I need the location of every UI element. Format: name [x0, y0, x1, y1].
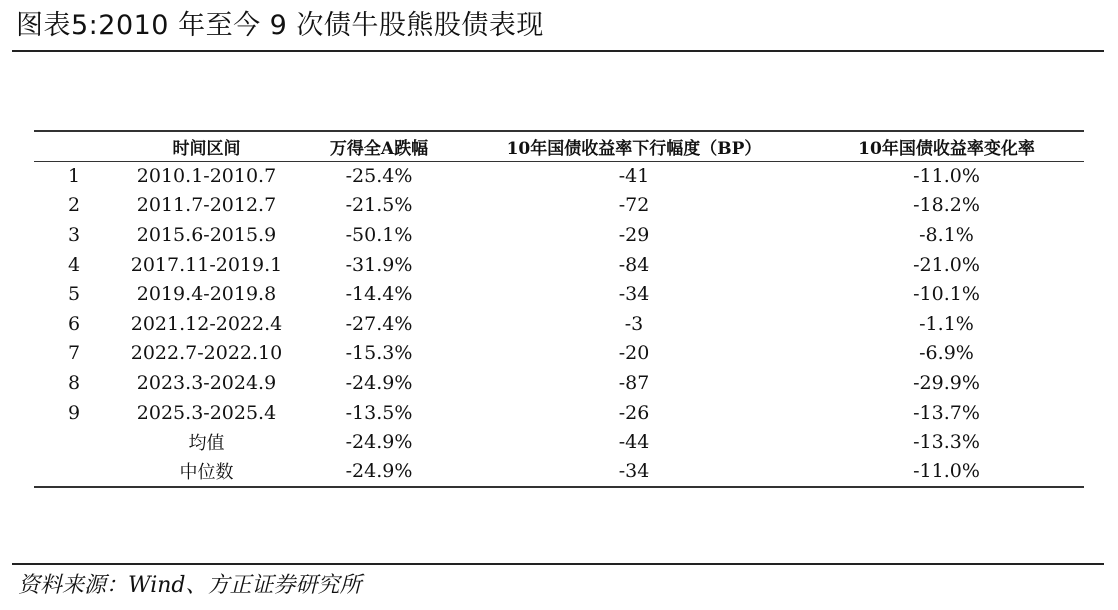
title-divider: [12, 50, 1104, 52]
row-period: 2021.12-2022.4: [130, 312, 283, 335]
row-yield-bp-decline: -3: [624, 312, 644, 335]
row-yield-change-rate: -10.1%: [913, 283, 980, 306]
table-row: [34, 161, 1084, 191]
table-row: [34, 191, 1084, 221]
row-index: 6: [68, 312, 81, 335]
mean-yield-bp-decline: -44: [618, 431, 650, 454]
bond-stock-performance-table: [34, 130, 1084, 488]
row-wind-a-change: -24.9%: [345, 371, 413, 394]
row-yield-bp-decline: -34: [618, 283, 650, 306]
mean-index-cell: [34, 427, 114, 457]
header-wind-a-change: 万得全A跌幅: [299, 131, 459, 161]
row-period: 2025.3-2025.4: [136, 401, 277, 424]
table-row-median: [34, 457, 1084, 487]
row-index: 7: [68, 342, 81, 365]
row-period: 2022.7-2022.10: [130, 342, 283, 365]
row-index: 8: [68, 371, 81, 394]
row-index: 2: [68, 194, 81, 217]
row-wind-a-change: -13.5%: [345, 401, 413, 424]
row-yield-change-rate: -11.0%: [913, 165, 980, 188]
header-yield-bp-decline: 10年国债收益率下行幅度（BP）: [459, 131, 809, 161]
header-period: 时间区间: [114, 131, 299, 161]
row-yield-bp-decline: -84: [618, 253, 650, 276]
row-yield-change-rate: -21.0%: [913, 253, 980, 276]
mean-wind-a-change: -24.9%: [345, 431, 413, 454]
median-index-cell: [34, 457, 114, 487]
row-period: 2010.1-2010.7: [136, 165, 277, 188]
row-wind-a-change: -50.1%: [345, 223, 413, 246]
table-row: [34, 279, 1084, 309]
mean-yield-change-rate: -13.3%: [913, 431, 980, 454]
row-yield-bp-decline: -87: [618, 371, 650, 394]
header-yield-change-rate: 10年国债收益率变化率: [809, 131, 1084, 161]
median-label: 中位数: [114, 457, 299, 487]
table-header-row: [34, 131, 1084, 161]
table-row-mean: [34, 427, 1084, 457]
table-body: [34, 161, 1084, 487]
row-wind-a-change: -27.4%: [345, 312, 413, 335]
row-period: 2023.3-2024.9: [136, 371, 277, 394]
row-index: 4: [68, 253, 81, 276]
row-wind-a-change: -14.4%: [345, 283, 413, 306]
row-period: 2017.11-2019.1: [130, 253, 283, 276]
table-row: [34, 339, 1084, 369]
table-row: [34, 309, 1084, 339]
row-yield-change-rate: -8.1%: [919, 223, 974, 246]
bond-stock-performance-table-container: [34, 130, 1084, 488]
median-yield-change-rate: -11.0%: [809, 457, 1084, 487]
row-yield-change-rate: -18.2%: [913, 194, 980, 217]
row-wind-a-change: -15.3%: [345, 342, 413, 365]
row-index: 3: [68, 223, 81, 246]
row-yield-change-rate: -13.7%: [913, 401, 980, 424]
row-index: 9: [68, 401, 81, 424]
row-index: 5: [68, 283, 81, 306]
footer-divider: [12, 563, 1104, 565]
row-yield-change-rate: -29.9%: [913, 371, 980, 394]
table-row: [34, 398, 1084, 428]
source-note: 资料来源：Wind、方正证券研究所: [18, 573, 362, 598]
header-index: [34, 131, 114, 161]
figure-title: 图表5:2010 年至今 9 次债牛股熊股债表现: [16, 10, 544, 41]
table-row: [34, 220, 1084, 250]
table-row: [34, 368, 1084, 398]
row-wind-a-change: -21.5%: [345, 194, 413, 217]
table-row: [34, 250, 1084, 280]
row-wind-a-change: -25.4%: [345, 165, 413, 188]
row-yield-bp-decline: -29: [618, 223, 650, 246]
row-period: 2019.4-2019.8: [136, 283, 277, 306]
row-yield-bp-decline: -72: [618, 194, 650, 217]
row-period: 2011.7-2012.7: [136, 194, 277, 217]
mean-label: 均值: [188, 433, 225, 455]
median-wind-a-change: -24.9%: [299, 457, 459, 487]
row-period: 2015.6-2015.9: [136, 223, 277, 246]
row-index: 1: [68, 165, 81, 188]
row-yield-bp-decline: -41: [618, 165, 650, 188]
row-yield-change-rate: -6.9%: [919, 342, 974, 365]
row-yield-bp-decline: -26: [618, 401, 650, 424]
row-yield-bp-decline: -20: [618, 342, 650, 365]
row-yield-change-rate: -1.1%: [919, 312, 974, 335]
row-wind-a-change: -31.9%: [345, 253, 413, 276]
median-yield-bp-decline: -34: [459, 457, 809, 487]
